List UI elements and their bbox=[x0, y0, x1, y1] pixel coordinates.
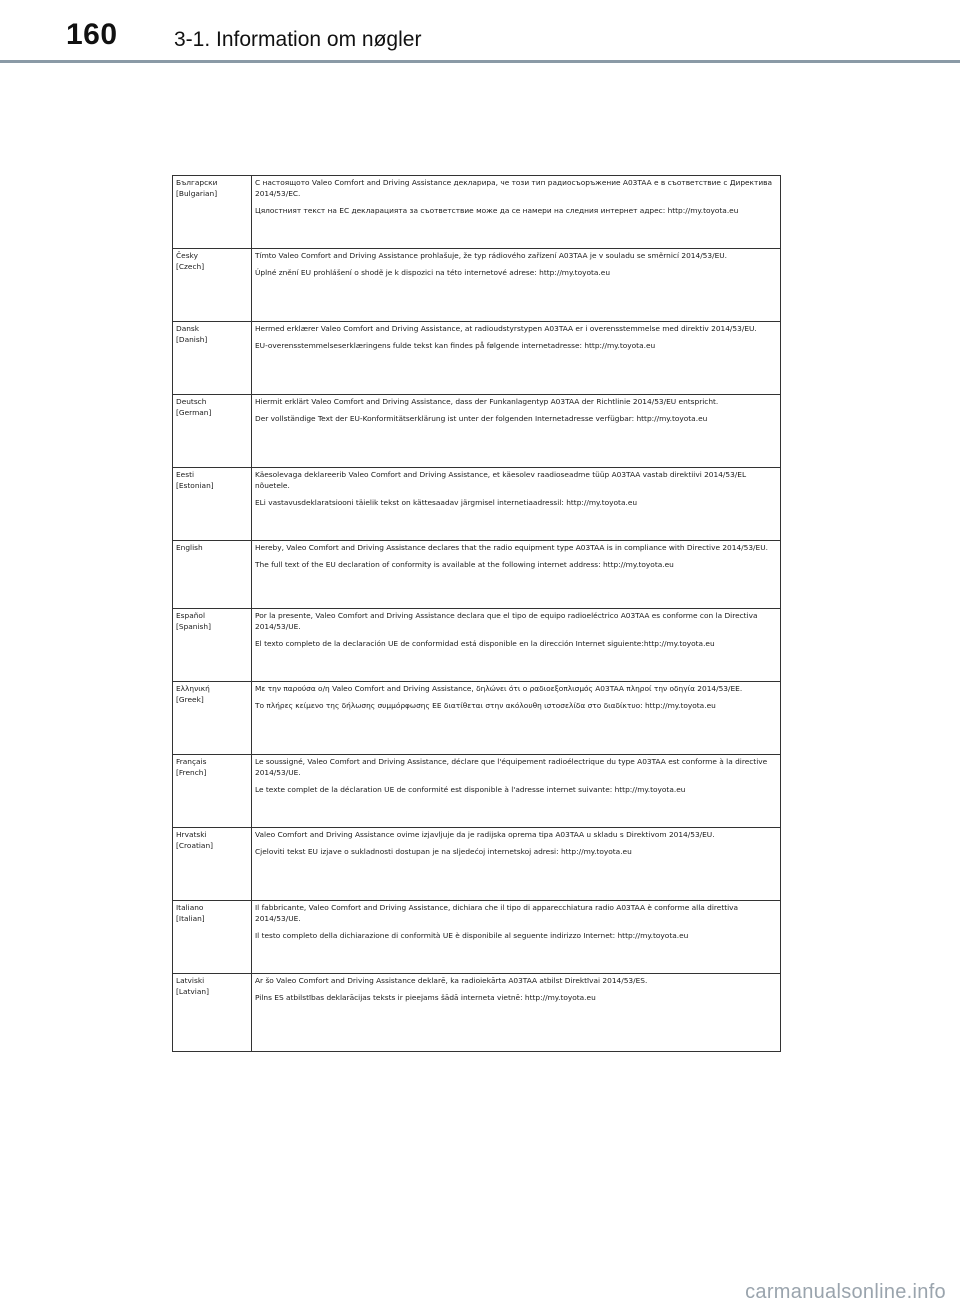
language-cell bbox=[173, 755, 252, 828]
declaration-statement: Tímto Valeo Comfort and Driving Assistance prohlašuje, že typ rádiového zařízení A03TAA je v souladu se směrnicí 2014/53/EU. bbox=[255, 251, 728, 260]
table-row bbox=[173, 176, 781, 249]
declaration-full-text: The full text of the EU declaration of conformity is available at the following internet address: http://my.toyota.eu bbox=[255, 560, 674, 569]
table-row bbox=[173, 901, 781, 974]
declaration-full-text: EU-overensstemmelseserklæringens fulde tekst kan findes på følgende internetadresse: http://my.toyota.eu bbox=[255, 341, 656, 350]
language-english: [Estonian] bbox=[176, 481, 214, 490]
declaration-statement: Hermed erklærer Valeo Comfort and Driving Assistance, at radioudstyrstypen A03TAA er i overensstemmelse med direktiv 2014/53/EU. bbox=[255, 324, 757, 333]
language-cell bbox=[173, 249, 252, 322]
declaration-full-text: Цялостният текст на ЕС декларацията за съответствие може да се намери на следния интернет адрес: http://my.toyota.eu bbox=[255, 206, 739, 215]
declaration-statement: Valeo Comfort and Driving Assistance ovime izjavljuje da je radijska oprema tipa A03TAA u skladu s Direktivom 2014/53/EU. bbox=[255, 830, 715, 839]
declaration-statement: Hereby, Valeo Comfort and Driving Assistance declares that the radio equipment type A03TAA is in compliance with Directive 2014/53/EU. bbox=[255, 543, 768, 552]
language-english: [Greek] bbox=[176, 695, 204, 704]
language-name: Dansk bbox=[176, 324, 200, 333]
table-row bbox=[173, 322, 781, 395]
language-english: [German] bbox=[176, 408, 212, 417]
declaration-cell bbox=[252, 249, 781, 322]
declaration-full-text: Cjeloviti tekst EU izjave o sukladnosti dostupan je na sljedećoj internetskoj adresi: http://my.toyota.eu bbox=[255, 847, 632, 856]
table-row bbox=[173, 974, 781, 1052]
declaration-cell bbox=[252, 395, 781, 468]
declaration-cell bbox=[252, 755, 781, 828]
section-title: 3-1. Information om nøgler bbox=[174, 28, 422, 51]
language-name: Latviski bbox=[176, 976, 205, 985]
declaration-statement: Por la presente, Valeo Comfort and Driving Assistance declara que el tipo de equipo radioeléctrico A03TAA es conforme con la Directiva 2014/53/UE. bbox=[255, 611, 758, 631]
language-cell bbox=[173, 541, 252, 609]
language-name: Eesti bbox=[176, 470, 195, 479]
language-name: English bbox=[176, 543, 203, 552]
declaration-full-text: Der vollständige Text der EU-Konformitätserklärung ist unter der folgenden Internetadresse verfügbar: http://my.toyota.eu bbox=[255, 414, 708, 423]
declaration-cell bbox=[252, 682, 781, 755]
table-row bbox=[173, 249, 781, 322]
table-row bbox=[173, 468, 781, 541]
language-cell bbox=[173, 682, 252, 755]
language-english: [French] bbox=[176, 768, 207, 777]
language-name: Български bbox=[176, 178, 218, 187]
page-header bbox=[0, 0, 960, 62]
declaration-statement: Il fabbricante, Valeo Comfort and Driving Assistance, dichiara che il tipo di apparecchiatura radio A03TAA è conforme alla direttiva 2014/53/UE. bbox=[255, 903, 739, 923]
declaration-full-text: Úplné znění EU prohlášení o shodě je k dispozici na této internetové adrese: http://my.toyota.eu bbox=[255, 268, 610, 277]
declaration-statement: С настоящото Valeo Comfort and Driving Assistance декларира, че този тип радиосъоръжение A03TAA е в съответствие с Директива 2014/53/ЕС. bbox=[255, 178, 773, 198]
language-cell bbox=[173, 468, 252, 541]
declaration-cell bbox=[252, 176, 781, 249]
language-cell bbox=[173, 901, 252, 974]
declaration-full-text: Le texte complet de la déclaration UE de conformité est disponible à l'adresse internet suivante: http://my.toyota.eu bbox=[255, 785, 686, 794]
declaration-cell bbox=[252, 901, 781, 974]
declaration-statement: Le soussigné, Valeo Comfort and Driving Assistance, déclare que l'équipement radioélectrique du type A03TAA est conforme à la directive 2014/53/UE. bbox=[255, 757, 768, 777]
language-cell bbox=[173, 609, 252, 682]
language-english: [Italian] bbox=[176, 914, 205, 923]
language-english: [Danish] bbox=[176, 335, 208, 344]
header-divider bbox=[0, 60, 960, 63]
language-english: [Latvian] bbox=[176, 987, 209, 996]
declaration-statement: Ar šo Valeo Comfort and Driving Assistance deklarē, ka radioiekārta A03TAA atbilst Direktīvai 2014/53/ES. bbox=[255, 976, 648, 985]
declaration-cell bbox=[252, 609, 781, 682]
language-name: Español bbox=[176, 611, 205, 620]
declaration-cell bbox=[252, 322, 781, 395]
language-name: Deutsch bbox=[176, 397, 207, 406]
declaration-cell bbox=[252, 468, 781, 541]
watermark: carmanualsonline.info bbox=[745, 1281, 946, 1303]
language-english: [Spanish] bbox=[176, 622, 211, 631]
language-english: [Croatian] bbox=[176, 841, 214, 850]
declaration-table bbox=[172, 175, 781, 1052]
table-row bbox=[173, 682, 781, 755]
table-row bbox=[173, 755, 781, 828]
table-row bbox=[173, 541, 781, 609]
declaration-cell bbox=[252, 974, 781, 1052]
language-cell bbox=[173, 395, 252, 468]
page-number: 160 bbox=[66, 18, 118, 51]
language-cell bbox=[173, 828, 252, 901]
declaration-statement: Käesolevaga deklareerib Valeo Comfort and Driving Assistance, et käesolev raadioseadme tüüp A03TAA vastab direktiivi 2014/53/EL nõuetele. bbox=[255, 470, 747, 490]
language-english: [Bulgarian] bbox=[176, 189, 218, 198]
declaration-statement: Hiermit erklärt Valeo Comfort and Driving Assistance, dass der Funkanlagentyp A03TAA der Richtlinie 2014/53/EU entspricht. bbox=[255, 397, 719, 406]
declaration-cell bbox=[252, 828, 781, 901]
table-row bbox=[173, 828, 781, 901]
language-name: Hrvatski bbox=[176, 830, 207, 839]
declaration-full-text: Pilns ES atbilstības deklarācijas teksts ir pieejams šādā interneta vietnē: http://my.toyota.eu bbox=[255, 993, 596, 1002]
table-row bbox=[173, 609, 781, 682]
declaration-cell bbox=[252, 541, 781, 609]
language-cell bbox=[173, 322, 252, 395]
language-name: Français bbox=[176, 757, 207, 766]
declaration-full-text: Το πλήρες κείμενο της δήλωσης συμμόρφωσης ΕΕ διατίθεται στην ακόλουθη ιστοσελίδα στο διαδίκτυο: http://my.toyota.eu bbox=[255, 701, 716, 710]
declaration-statement: Με την παρούσα ο/η Valeo Comfort and Driving Assistance, δηλώνει ότι ο ραδιοεξοπλισμός A03TAA πληροί την οδηγία 2014/53/ΕΕ. bbox=[255, 684, 743, 693]
table-row bbox=[173, 395, 781, 468]
declaration-full-text: El texto completo de la declaración UE de conformidad está disponible en la dirección Internet siguiente:http://my.toyota.eu bbox=[255, 639, 715, 648]
declaration-full-text: Il testo completo della dichiarazione di conformità UE è disponibile al seguente indirizzo Internet: http://my.toyota.eu bbox=[255, 931, 689, 940]
language-name: Ελληνική bbox=[176, 684, 210, 693]
declaration-full-text: ELi vastavusdeklaratsiooni täielik tekst on kättesaadav järgmisel internetiaadressil: http://my.toyota.eu bbox=[255, 498, 638, 507]
language-name: Italiano bbox=[176, 903, 204, 912]
language-cell bbox=[173, 974, 252, 1052]
language-name: Česky bbox=[176, 251, 198, 260]
language-cell bbox=[173, 176, 252, 249]
language-english: [Czech] bbox=[176, 262, 205, 271]
